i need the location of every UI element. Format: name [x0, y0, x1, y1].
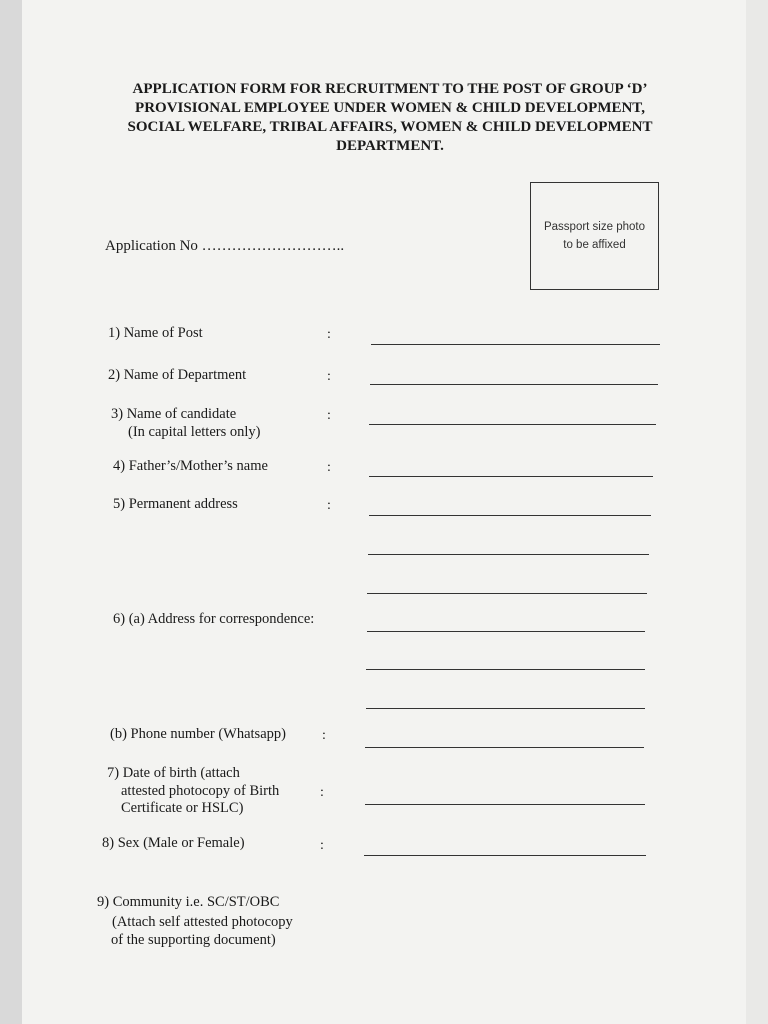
name-of-post-label: 1) Name of Post — [108, 325, 203, 341]
community-note-2: of the supporting document) — [111, 932, 276, 948]
community-note-1: (Attach self attested photocopy — [112, 914, 293, 930]
name-of-department-colon: : — [327, 369, 331, 384]
name-of-department-line[interactable] — [370, 384, 658, 385]
application-no: Application No ……………………….. — [105, 238, 345, 254]
permanent-address-line-2[interactable] — [368, 554, 649, 555]
name-of-post-line[interactable] — [371, 344, 660, 345]
parent-name-line[interactable] — [369, 476, 653, 477]
date-of-birth-colon: : — [320, 785, 324, 800]
date-of-birth-line[interactable] — [365, 804, 645, 805]
correspondence-address-line-2[interactable] — [366, 669, 645, 670]
permanent-address-line-3[interactable] — [367, 593, 647, 594]
phone-number-line[interactable] — [365, 747, 644, 748]
name-of-candidate-line[interactable] — [369, 424, 656, 425]
phone-number-label: (b) Phone number (Whatsapp) — [110, 726, 286, 742]
community-label: 9) Community i.e. SC/ST/OBC — [97, 894, 280, 910]
permanent-address-label: 5) Permanent address — [113, 496, 238, 512]
parent-name-label: 4) Father’s/Mother’s name — [113, 458, 268, 474]
correspondence-address-label: 6) (a) Address for correspondence: — [113, 611, 315, 627]
date-of-birth-note-2: Certificate or HSLC) — [121, 800, 244, 816]
name-of-candidate-colon: : — [327, 408, 331, 423]
sex-label: 8) Sex (Male or Female) — [102, 835, 245, 851]
permanent-address-colon: : — [327, 498, 331, 513]
photo-box-line2: to be affixed — [563, 239, 626, 251]
name-of-department-label: 2) Name of Department — [108, 367, 247, 383]
form-title: APPLICATION FORM FOR RECRUITMENT TO THE POST OF GROUP ‘D’ PROVISIONAL EMPLOYEE UNDER WOMEN & CHILD DEVELOPMENT, SOCIAL WELFARE, TRIBAL AFFAIRS, WOMEN & CHILD DEVELOPMENT DEPARTMENT. — [127, 81, 653, 154]
date-of-birth-label: 7) Date of birth (attach — [107, 765, 240, 781]
sex-colon: : — [320, 838, 324, 853]
passport-photo-box — [530, 182, 659, 290]
photo-box-line1: Passport size photo — [543, 221, 645, 233]
phone-number-colon: : — [322, 728, 326, 743]
name-of-post-colon: : — [327, 327, 331, 342]
background-edge — [746, 0, 768, 1024]
correspondence-address-line-3[interactable] — [366, 708, 645, 709]
name-of-candidate-label: 3) Name of candidate — [111, 406, 237, 422]
sex-line[interactable] — [364, 855, 646, 856]
correspondence-address-line-1[interactable] — [367, 631, 645, 632]
name-of-candidate-note: (In capital letters only) — [128, 424, 261, 440]
date-of-birth-note-1: attested photocopy of Birth — [121, 783, 280, 799]
permanent-address-line-1[interactable] — [369, 515, 651, 516]
parent-name-colon: : — [327, 460, 331, 475]
